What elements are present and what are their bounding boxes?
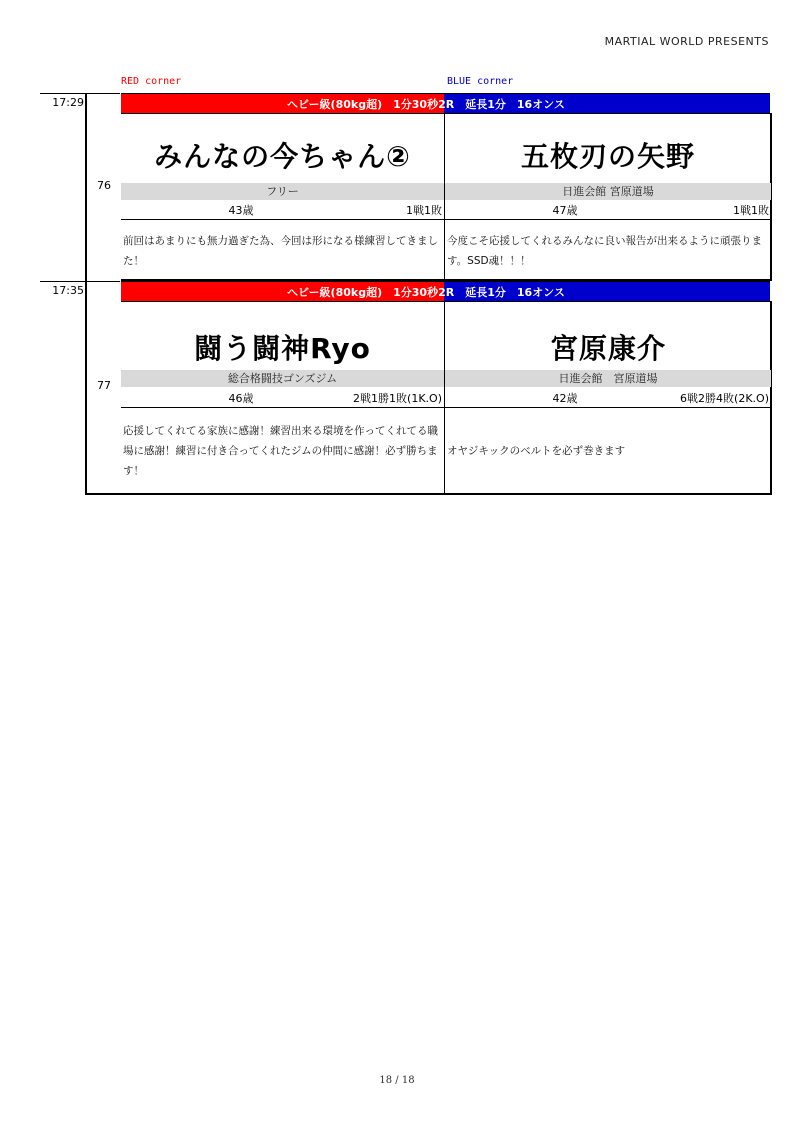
- page-number: 18 / 18: [379, 1075, 415, 1086]
- red-corner-label: RED corner: [121, 76, 182, 87]
- fighter-age: 46歳: [228, 392, 254, 405]
- division-text: ヘビー級(80kg超) 1分30秒2R 延長1分 16オンス: [287, 98, 565, 111]
- fighter-comment: 前回はあまりにも無力過ぎた為、今回は形になる様練習してきました！: [123, 235, 438, 267]
- bout-number: 76: [97, 179, 111, 192]
- division-banner: [121, 281, 770, 302]
- red-fighter: [121, 113, 444, 279]
- red-fighter: [121, 301, 444, 493]
- fighter-stats: [445, 202, 771, 220]
- fighter-team: 日進会館 宮原道場: [445, 370, 771, 387]
- bout-76: [0, 93, 794, 281]
- fighter-name: 闘う闘神Ryo: [194, 332, 371, 365]
- blue-corner-label: BLUE corner: [447, 76, 514, 87]
- fighter-comment: 応援してくれてる家族に感謝！練習出来る環境を作ってくれてる職場に感謝！練習に付き合ってくれたジムの仲間に感謝！必ず勝ちます！: [123, 425, 438, 477]
- fighter-record: 2戦1勝1敗(1K.O): [353, 392, 442, 405]
- fighter-age: 43歳: [228, 204, 254, 217]
- bout-number-column: [85, 281, 121, 495]
- division-banner: [121, 93, 770, 114]
- fighter-name: みんなの今ちゃん②: [154, 140, 411, 173]
- bout-number-column: [85, 93, 121, 281]
- fighter-team: 総合格闘技ゴンズジム: [121, 370, 444, 387]
- fighter-team: フリー: [121, 183, 444, 200]
- bout-time: 17:35: [52, 284, 84, 297]
- bout-number: 77: [97, 379, 111, 392]
- fighter-comment: オヤジキックのベルトを必ず巻きます: [447, 445, 626, 457]
- fighter-pair: [121, 301, 772, 495]
- fighter-age: 47歳: [552, 204, 578, 217]
- fighter-stats: [445, 390, 771, 408]
- fighter-pair: [121, 113, 772, 281]
- division-text: ヘビー級(80kg超) 1分30秒2R 延長1分 16オンス: [287, 286, 565, 299]
- fighter-name: 宮原康介: [549, 332, 666, 365]
- fighter-stats: [121, 202, 444, 220]
- fighter-record: 6戦2勝4敗(2K.O): [680, 392, 769, 405]
- fighter-team: 日進会館 宮原道場: [445, 183, 771, 200]
- blue-fighter: [444, 301, 771, 493]
- fighter-name: 五枚刃の矢野: [520, 140, 695, 173]
- fighter-record: 1戦1敗: [733, 204, 769, 217]
- fighter-record: 1戦1敗: [406, 204, 442, 217]
- bout-77: [0, 281, 794, 495]
- bout-time: 17:29: [52, 96, 84, 109]
- presents-header: MARTIAL WORLD PRESENTS: [604, 35, 769, 48]
- blue-fighter: [444, 113, 771, 279]
- fighter-age: 42歳: [552, 392, 578, 405]
- fighter-comment: 今度こそ応援してくれるみんなに良い報告が出来るように頑張ります。SSD魂！！！: [447, 235, 762, 267]
- fighter-stats: [121, 390, 444, 408]
